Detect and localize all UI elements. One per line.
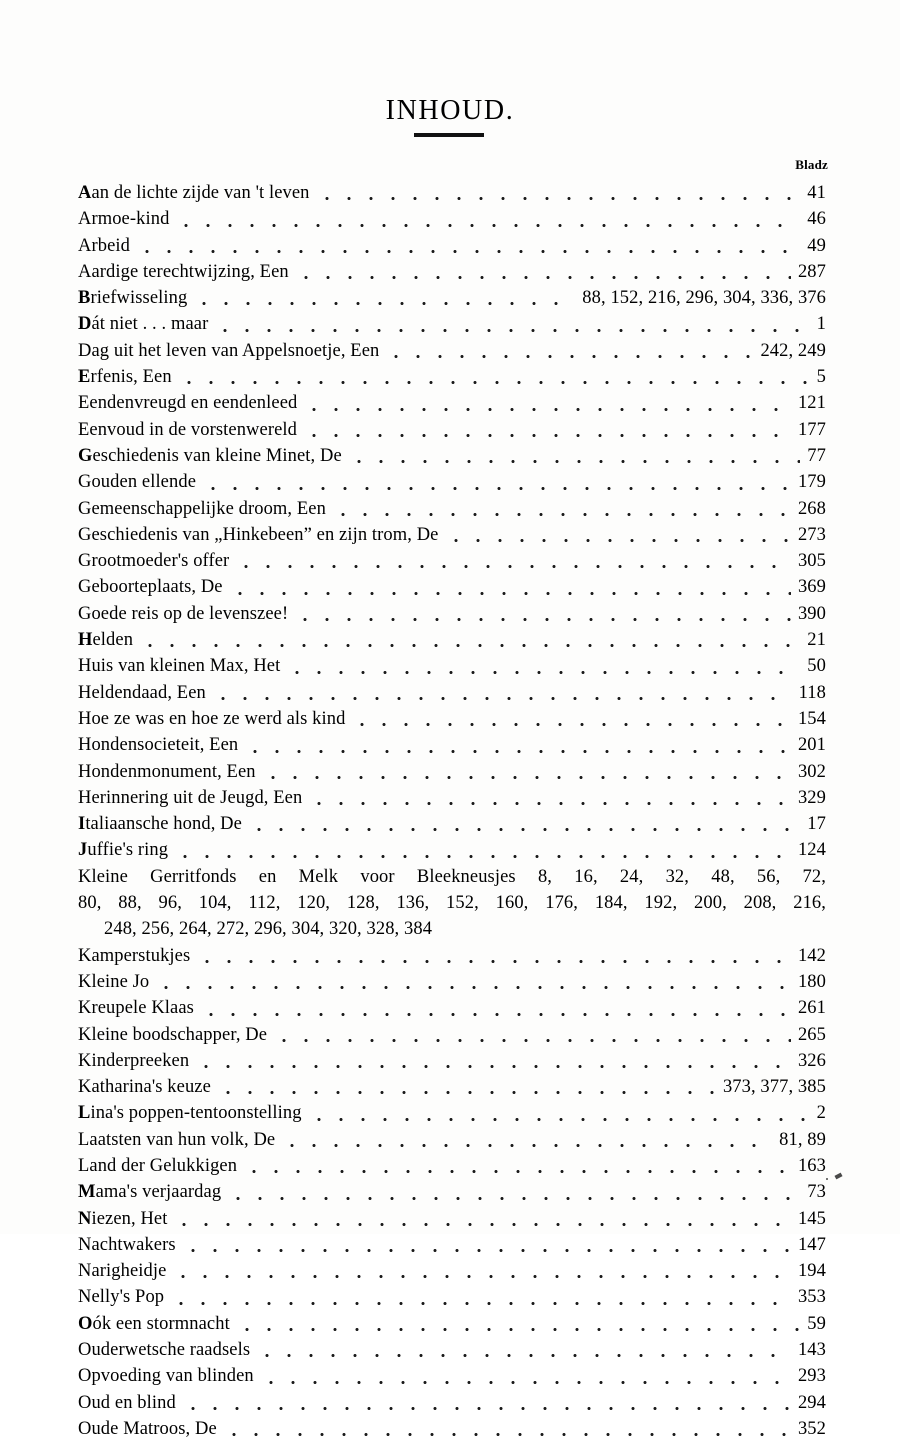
- toc-entry-page-number: 21: [807, 630, 826, 651]
- toc-entry-kinderpreeken[interactable]: [78, 1048, 826, 1074]
- toc-entry-erfenis-een[interactable]: [78, 364, 826, 390]
- toc-entry-page-number: 329: [797, 787, 826, 808]
- page-number-column-header: Bladz: [795, 157, 828, 172]
- toc-entry-page-number: 373, 377, 385: [722, 1077, 826, 1098]
- toc-leader-dots: [196, 947, 791, 967]
- toc-entry-title: [78, 417, 303, 443]
- toc-leader-dots: [244, 737, 791, 757]
- table-of-contents: [78, 180, 826, 1442]
- toc-entry-title-rest: Ouderwetsche raadsels: [78, 1340, 251, 1361]
- toc-leader-dots: [182, 1394, 791, 1414]
- toc-entry-title: [78, 338, 385, 364]
- toc-leader-dots: [281, 1131, 772, 1151]
- toc-entry-title: [78, 1337, 256, 1363]
- toc-entry-title-rest: Narigheidje: [78, 1261, 167, 1282]
- toc-entry-title: [78, 180, 316, 206]
- toc-entry-arbeid[interactable]: [78, 233, 826, 259]
- toc-entry-hondenmonument-een[interactable]: [78, 759, 826, 785]
- toc-entry-initial: H: [78, 630, 93, 651]
- toc-entry-o-k-een-stormnacht[interactable]: [78, 1311, 826, 1337]
- toc-entry-oude-matroos-de[interactable]: [78, 1416, 826, 1442]
- toc-entry-page-number: 41: [807, 183, 826, 203]
- toc-entry-title: [78, 601, 294, 627]
- toc-leader-dots: [182, 1236, 791, 1256]
- toc-entry-title: [78, 943, 196, 969]
- toc-entry-armoe-kind[interactable]: [78, 206, 826, 232]
- toc-entry-hondensocieteit-een[interactable]: [78, 732, 826, 758]
- toc-leader-dots: [260, 1368, 791, 1388]
- toc-entry-d-t-niet-maar[interactable]: [78, 311, 826, 337]
- toc-entry-title: [78, 1048, 195, 1074]
- toc-leader-dots: [286, 658, 800, 678]
- toc-entry-page-number: 147: [797, 1234, 826, 1255]
- toc-leader-dots: [223, 1420, 791, 1440]
- toc-entry-title-rest: eschiedenis van kleine Minet, De: [92, 445, 342, 466]
- toc-entry-heldendaad-een[interactable]: [78, 680, 826, 706]
- toc-entry-page-number: 353: [797, 1287, 826, 1308]
- toc-entry-page-number: 179: [797, 472, 826, 493]
- toc-entry-title: [78, 469, 202, 495]
- toc-entry-title: [78, 259, 295, 285]
- toc-entry-narigheidje[interactable]: [78, 1258, 826, 1284]
- toc-entry-page-number: 143: [797, 1340, 826, 1361]
- toc-entry-title-rest: Kreupele Klaas: [78, 998, 194, 1019]
- toc-entry-page-number: 77: [807, 445, 826, 466]
- toc-leader-dots: [214, 316, 809, 336]
- toc-entry-page-number: 293: [797, 1366, 826, 1387]
- toc-entry-title-rest: iezen, Het: [91, 1208, 168, 1229]
- toc-entry-title-rest: Grootmoeder's offer: [78, 551, 230, 572]
- toc-entry-title: [78, 1416, 223, 1442]
- toc-entry-title: [78, 1232, 182, 1258]
- toc-entry-page-number: 352: [797, 1418, 826, 1439]
- toc-entry-title-rest: Geboorteplaats, De: [78, 577, 223, 598]
- toc-entry-title-rest: uffie's ring: [87, 840, 169, 861]
- toc-entry-page-number: 268: [797, 498, 826, 519]
- toc-entry-initial: O: [78, 1313, 93, 1334]
- toc-entry-eenvoud-in-de-vorstenwereld[interactable]: [78, 417, 826, 443]
- toc-leader-dots: [139, 631, 800, 651]
- toc-entry-title-rest: elden: [92, 630, 134, 651]
- toc-leader-dots: [235, 552, 791, 572]
- toc-entry-wide-line-1: [78, 864, 826, 890]
- toc-entry-kleine-boodschapper-de[interactable]: [78, 1022, 826, 1048]
- toc-entry-title: [78, 1206, 173, 1232]
- toc-leader-dots: [217, 1078, 716, 1098]
- toc-entry-page-number: 326: [797, 1050, 826, 1071]
- toc-entry-title-rest: Kamperstukjes: [78, 945, 191, 966]
- toc-entry-title: [78, 548, 235, 574]
- toc-entry-huis-van-kleinen-max-het[interactable]: [78, 653, 826, 679]
- toc-leader-dots: [303, 395, 791, 415]
- toc-entry-title: [78, 1022, 273, 1048]
- toc-entry-kleine-gerritfonds[interactable]: [78, 864, 826, 943]
- toc-entry-page-number: 369: [797, 577, 826, 598]
- toc-entry-page-number: 287: [797, 261, 826, 282]
- toc-leader-dots: [136, 237, 800, 257]
- toc-entry-initial: E: [78, 367, 91, 388]
- toc-entry-initial: A: [78, 183, 92, 203]
- toc-entry-pages-line-2: 80, 88, 96, 104, 112, 120, 128, 136, 152, 160, 176, 184, 192, 200, 208, 216,: [78, 893, 826, 914]
- toc-leader-dots: [273, 1026, 791, 1046]
- toc-entry-page-number: 154: [797, 708, 826, 729]
- toc-entry-initial: B: [78, 288, 91, 309]
- toc-entry-title-rest: Laatsten van hun volk, De: [78, 1129, 276, 1150]
- scan-artifact-speck: [834, 1173, 842, 1180]
- toc-entry-title: [78, 811, 248, 837]
- toc-leader-dots: [170, 1289, 791, 1309]
- toc-entry-title: [78, 995, 200, 1021]
- toc-entry-title: [78, 1100, 308, 1126]
- toc-entry-title-rest: Arbeid: [78, 235, 130, 256]
- toc-entry-page-number: 2: [816, 1103, 826, 1124]
- toc-entry-title: [78, 1363, 260, 1389]
- toc-leader-dots: [193, 289, 575, 309]
- toc-entry-title: [78, 1284, 170, 1310]
- toc-entry-title-rest: ina's poppen-tentoonstelling: [90, 1103, 302, 1124]
- toc-leader-dots: [385, 342, 753, 362]
- toc-entry-title: [78, 759, 262, 785]
- toc-entry-title-rest: Kinderpreeken: [78, 1050, 190, 1071]
- toc-entry-nachtwakers[interactable]: [78, 1232, 826, 1258]
- toc-entry-opvoeding-van-blinden[interactable]: [78, 1363, 826, 1389]
- toc-entry-title-rest: an de lichte zijde van 't leven: [91, 183, 310, 203]
- toc-entry-kamperstukjes[interactable]: [78, 943, 826, 969]
- toc-entry-title-rest: ama's verjaardag: [95, 1182, 222, 1203]
- toc-entry-title: [78, 285, 193, 311]
- toc-entry-title-rest: ók een stormnacht: [92, 1313, 230, 1334]
- toc-entry-page-number: 242, 249: [760, 340, 826, 361]
- toc-entry-italiaansche-hond-de[interactable]: [78, 811, 826, 837]
- toc-entry-page-number: 177: [797, 419, 826, 440]
- toc-entry-title: [78, 1179, 227, 1205]
- toc-entry-page-number: 50: [807, 656, 826, 677]
- toc-leader-dots: [445, 526, 791, 546]
- toc-entry-geschiedenis-van-kleine-minet-de[interactable]: [78, 443, 826, 469]
- toc-leader-dots: [303, 421, 791, 441]
- toc-entry-title-rest: Gouden ellende: [78, 472, 197, 493]
- toc-leader-dots: [348, 447, 801, 467]
- toc-entry-title-rest: Eendenvreugd en eendenleed: [78, 393, 298, 414]
- toc-entry-title: [78, 1127, 281, 1153]
- toc-entry-initial: D: [78, 314, 92, 335]
- toc-entry-initial: J: [78, 840, 88, 861]
- toc-entry-title-rest: leine Gerritfonds en Melk voor Bleekneusjes: [91, 866, 516, 887]
- toc-entry-page-number: 46: [807, 209, 826, 230]
- toc-leader-dots: [202, 474, 791, 494]
- toc-leader-dots: [248, 815, 800, 835]
- toc-entry-page-number: 294: [797, 1392, 826, 1413]
- toc-leader-dots: [295, 263, 791, 283]
- toc-entry-title: [78, 837, 174, 863]
- toc-entry-title-rest: Nelly's Pop: [78, 1287, 165, 1308]
- toc-entry-title: [78, 443, 348, 469]
- toc-leader-dots: [236, 1315, 800, 1335]
- toc-entry-title-rest: Huis van kleinen Max, Het: [78, 656, 281, 677]
- toc-entry-aan-de-lichte-zijde-van-t-leven[interactable]: [78, 180, 826, 206]
- toc-entry-page-number: 194: [797, 1261, 826, 1282]
- toc-leader-dots: [256, 1341, 791, 1361]
- toc-entry-title: [78, 1074, 217, 1100]
- toc-entry-initial: G: [78, 445, 93, 466]
- toc-entry-title: [78, 1390, 182, 1416]
- toc-entry-oud-en-blind[interactable]: [78, 1390, 826, 1416]
- toc-list-upper: [78, 180, 826, 864]
- toc-entry-title-rest: taliaansche hond, De: [85, 814, 242, 835]
- toc-leader-dots: [173, 1210, 790, 1230]
- toc-leader-dots: [316, 184, 801, 204]
- toc-entry-title-rest: Eenvoud in de vorstenwereld: [78, 419, 297, 440]
- toc-entry-title-rest: Hondenmonument, Een: [78, 761, 256, 782]
- toc-entry-gouden-ellende[interactable]: [78, 469, 826, 495]
- toc-entry-page-number: 88, 152, 216, 296, 304, 336, 376: [582, 288, 826, 309]
- toc-entry-page-number: 265: [797, 1024, 826, 1045]
- toc-entry-mama-s-verjaardag[interactable]: [78, 1179, 826, 1205]
- toc-entry-title-rest: Kleine boodschapper, De: [78, 1024, 268, 1045]
- toc-entry-dag-uit-het-leven-van-appelsnoetje-een[interactable]: [78, 338, 826, 364]
- toc-entry-title: [78, 969, 155, 995]
- toc-entry-title: [78, 390, 303, 416]
- page-title: INHOUD.: [385, 94, 515, 126]
- toc-entry-title-rest: Geschiedenis van „Hinkebeen” en zijn trom, De: [78, 524, 439, 545]
- toc-entry-title: [78, 496, 332, 522]
- toc-entry-title-rest: Opvoeding van blinden: [78, 1366, 254, 1387]
- toc-entry-page-number: 305: [797, 551, 826, 572]
- toc-entry-title: [78, 680, 212, 706]
- toc-leader-dots: [351, 710, 791, 730]
- toc-entry-title: [78, 706, 351, 732]
- toc-leader-dots: [243, 1157, 791, 1177]
- toc-entry-page-number: 261: [797, 998, 826, 1019]
- toc-entry-page-number: 145: [797, 1208, 826, 1229]
- toc-entry-page-number: 180: [797, 971, 826, 992]
- toc-entry-page-number: 273: [797, 524, 826, 545]
- toc-leader-dots: [262, 763, 791, 783]
- toc-entry-initial: M: [78, 1182, 96, 1203]
- toc-entry-page-number: 17: [807, 814, 826, 835]
- toc-leader-dots: [294, 605, 791, 625]
- toc-entry-title: [78, 1153, 243, 1179]
- toc-entry-title-rest: Katharina's keuze: [78, 1077, 211, 1098]
- toc-entry-eendenvreugd-en-eendenleed[interactable]: [78, 390, 826, 416]
- toc-entry-title: [78, 627, 139, 653]
- toc-entry-land-der-gelukkigen[interactable]: [78, 1153, 826, 1179]
- toc-entry-title-rest: át niet . . . maar: [91, 314, 209, 335]
- toc-leader-dots: [212, 684, 792, 704]
- toc-entry-laatsten-van-hun-volk-de[interactable]: [78, 1127, 826, 1153]
- toc-entry-goede-reis-op-de-levenszee[interactable]: [78, 601, 826, 627]
- toc-entry-grootmoeder-s-offer[interactable]: [78, 548, 826, 574]
- toc-entry-title-rest: Land der Gelukkigen: [78, 1155, 238, 1176]
- toc-entry-title: [78, 311, 214, 337]
- toc-entry-geboorteplaats-de[interactable]: [78, 574, 826, 600]
- toc-entry-niezen-het[interactable]: [78, 1206, 826, 1232]
- toc-entry-title-rest: Hoe ze was en hoe ze werd als kind: [78, 708, 346, 729]
- toc-entry-page-number: 59: [807, 1313, 826, 1334]
- toc-entry-page-number: 163: [797, 1155, 826, 1176]
- toc-entry-page-number: 73: [807, 1182, 826, 1203]
- toc-entry-page-number: 118: [798, 682, 826, 703]
- toc-entry-title: [78, 233, 136, 259]
- toc-entry-initial: N: [78, 1208, 92, 1229]
- toc-leader-dots: [308, 789, 791, 809]
- toc-entry-page-number: 124: [797, 840, 826, 861]
- toc-entry-title: [78, 653, 286, 679]
- toc-leader-dots: [227, 1184, 800, 1204]
- toc-entry-kreupele-klaas[interactable]: [78, 995, 826, 1021]
- toc-entry-pages-line-1: 8, 16, 24, 32, 48, 56, 72,: [537, 866, 826, 887]
- toc-entry-title-rest: Kleine Jo: [78, 971, 150, 992]
- scan-artifact-speck-small: [826, 1178, 828, 1180]
- toc-entry-title-rest: riefwisseling: [90, 288, 188, 309]
- toc-leader-dots: [308, 1105, 810, 1125]
- toc-entry-initial: I: [78, 814, 86, 835]
- toc-entry-ouderwetsche-raadsels[interactable]: [78, 1337, 826, 1363]
- toc-entry-kleine-jo[interactable]: [78, 969, 826, 995]
- toc-entry-page-number: 81, 89: [779, 1129, 826, 1150]
- toc-entry-title-rest: Heldendaad, Een: [78, 682, 206, 703]
- toc-entry-title: [78, 732, 244, 758]
- toc-leader-dots: [175, 211, 800, 231]
- toc-entry-title: [78, 522, 445, 548]
- toc-entry-page-number: 390: [797, 603, 826, 624]
- toc-leader-dots: [229, 579, 791, 599]
- toc-leader-dots: [174, 842, 791, 862]
- toc-entry-title-rest: Goede reis op de levenszee!: [78, 603, 289, 624]
- toc-leader-dots: [155, 973, 791, 993]
- toc-entry-page-number: 142: [797, 945, 826, 966]
- toc-entry-title-rest: Gemeenschappelijke droom, Een: [78, 498, 326, 519]
- toc-leader-dots: [178, 368, 810, 388]
- toc-leader-dots: [332, 500, 791, 520]
- toc-entry-initial: K: [78, 866, 92, 887]
- toc-entry-title: [78, 1311, 236, 1337]
- toc-entry-aardige-terechtwijzing-een[interactable]: [78, 259, 826, 285]
- toc-entry-title: [78, 364, 178, 390]
- toc-entry-nelly-s-pop[interactable]: [78, 1284, 826, 1310]
- toc-entry-title-rest: Dag uit het leven van Appelsnoetje, Een: [78, 340, 380, 361]
- toc-entry-title-rest: Hondensocieteit, Een: [78, 735, 239, 756]
- toc-entry-title-rest: rfenis, Een: [90, 367, 172, 388]
- toc-entry-geschiedenis-van-hinkebeen-en-zijn-trom-[interactable]: [78, 522, 826, 548]
- toc-entry-pages-line-3: 248, 256, 264, 272, 296, 304, 320, 328, 384: [104, 919, 433, 940]
- toc-entry-title: [78, 785, 308, 811]
- toc-leader-dots: [195, 1052, 791, 1072]
- toc-entry-juffie-s-ring[interactable]: [78, 837, 826, 863]
- toc-entry-page-number: 201: [797, 735, 826, 756]
- toc-list-lower: [78, 943, 826, 1442]
- toc-leader-dots: [200, 1000, 791, 1020]
- toc-entry-katharina-s-keuze[interactable]: [78, 1074, 826, 1100]
- toc-entry-title: [78, 206, 175, 232]
- toc-entry-page-number: 1: [816, 314, 826, 335]
- toc-entry-page-number: 121: [797, 393, 826, 414]
- toc-entry-title-rest: Oud en blind: [78, 1392, 176, 1413]
- toc-entry-title-rest: Oude Matroos, De: [78, 1418, 217, 1439]
- toc-entry-title: [78, 1258, 172, 1284]
- toc-entry-page-number: 5: [816, 367, 826, 388]
- toc-entry-initial: L: [78, 1103, 91, 1124]
- toc-entry-herinnering-uit-de-jeugd-een[interactable]: [78, 785, 826, 811]
- toc-entry-title-rest: Armoe-kind: [78, 209, 170, 230]
- toc-entry-gemeenschappelijke-droom-een[interactable]: [78, 496, 826, 522]
- toc-entry-page-number: 49: [807, 235, 826, 256]
- toc-entry-title-rest: Herinnering uit de Jeugd, Een: [78, 787, 303, 808]
- toc-leader-dots: [172, 1262, 791, 1282]
- toc-entry-hoe-ze-was-en-hoe-ze-werd-als-kind[interactable]: [78, 706, 826, 732]
- toc-entry-helden[interactable]: [78, 627, 826, 653]
- toc-entry-page-number: 302: [797, 761, 826, 782]
- title-divider-rule: [414, 133, 484, 137]
- toc-entry-briefwisseling[interactable]: [78, 285, 826, 311]
- toc-entry-lina-s-poppen-tentoonstelling[interactable]: [78, 1100, 826, 1126]
- toc-entry-title-rest: Nachtwakers: [78, 1234, 176, 1255]
- toc-entry-title: [78, 574, 229, 600]
- toc-entry-title-rest: Aardige terechtwijzing, Een: [78, 261, 289, 282]
